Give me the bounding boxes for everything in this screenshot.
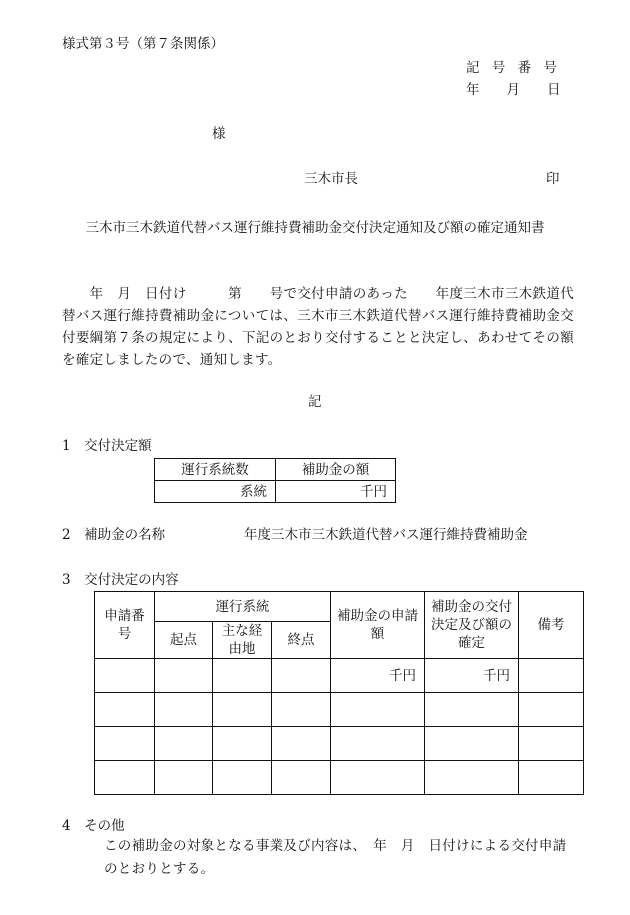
header-route-count: 運行系統数 (155, 459, 276, 481)
header-end-point: 終点 (272, 622, 331, 659)
header-application-number: 申請番号 (95, 592, 155, 659)
route-count-unit: 系統 (155, 481, 276, 503)
section1-heading: 1 交付決定額 (62, 438, 152, 454)
body-paragraph: 年 月 日付け 第 号で交付申請のあった 年度三木市三木鉄道代替バス運行維持費補助金については、三木市三木鉄道代替バス運行維持費補助金交付要綱第７条の規定により、下記のとおり交付することと決定し、あわせてその額を確定しましたので、通知します。 (62, 286, 574, 368)
table-row (95, 693, 584, 727)
document-title: 三木市三木鉄道代替バス運行維持費補助金交付決定通知及び額の確定通知書 (85, 220, 545, 236)
form-number: 様式第３号（第７条関係） (62, 36, 224, 52)
section4-heading: 4 その他 (62, 818, 125, 834)
section2-heading: 2 補助金の名称 (62, 527, 166, 543)
header-application-amount: 補助金の申請額 (331, 592, 425, 659)
header-start-point: 起点 (155, 622, 213, 659)
table-row (95, 727, 584, 761)
subsidy-amount-unit: 千円 (276, 481, 396, 503)
header-decision-amount: 補助金の交付決定及び額の確定 (425, 592, 519, 659)
header-subsidy-amount: 補助金の額 (276, 459, 396, 481)
sender-name: 三木市長 (304, 171, 358, 187)
document-date: 年 月 日 (466, 82, 561, 98)
decision-amount-unit: 千円 (425, 659, 519, 693)
subsidy-name: 年度三木市三木鉄道代替バス運行維持費補助金 (244, 527, 528, 543)
header-via: 主な経由地 (213, 622, 272, 659)
header-remarks: 備考 (519, 592, 584, 659)
section3-heading: 3 交付決定の内容 (62, 572, 179, 588)
table-row (95, 659, 584, 693)
addressee-honorific: 様 (212, 126, 226, 142)
header-route: 運行系統 (155, 592, 331, 622)
section4-text: この補助金の対象となる事業及び内容は、 年 月 日付けによる交付申請のとおりとする。 (104, 838, 567, 877)
decision-content-table (94, 591, 584, 795)
ki-heading: 記 (308, 394, 322, 410)
decision-amount-table (154, 458, 396, 503)
table-row (95, 761, 584, 795)
record-number: 記 号 番 号 (466, 60, 561, 76)
application-amount-unit: 千円 (331, 659, 425, 693)
seal-mark: 印 (546, 171, 560, 187)
